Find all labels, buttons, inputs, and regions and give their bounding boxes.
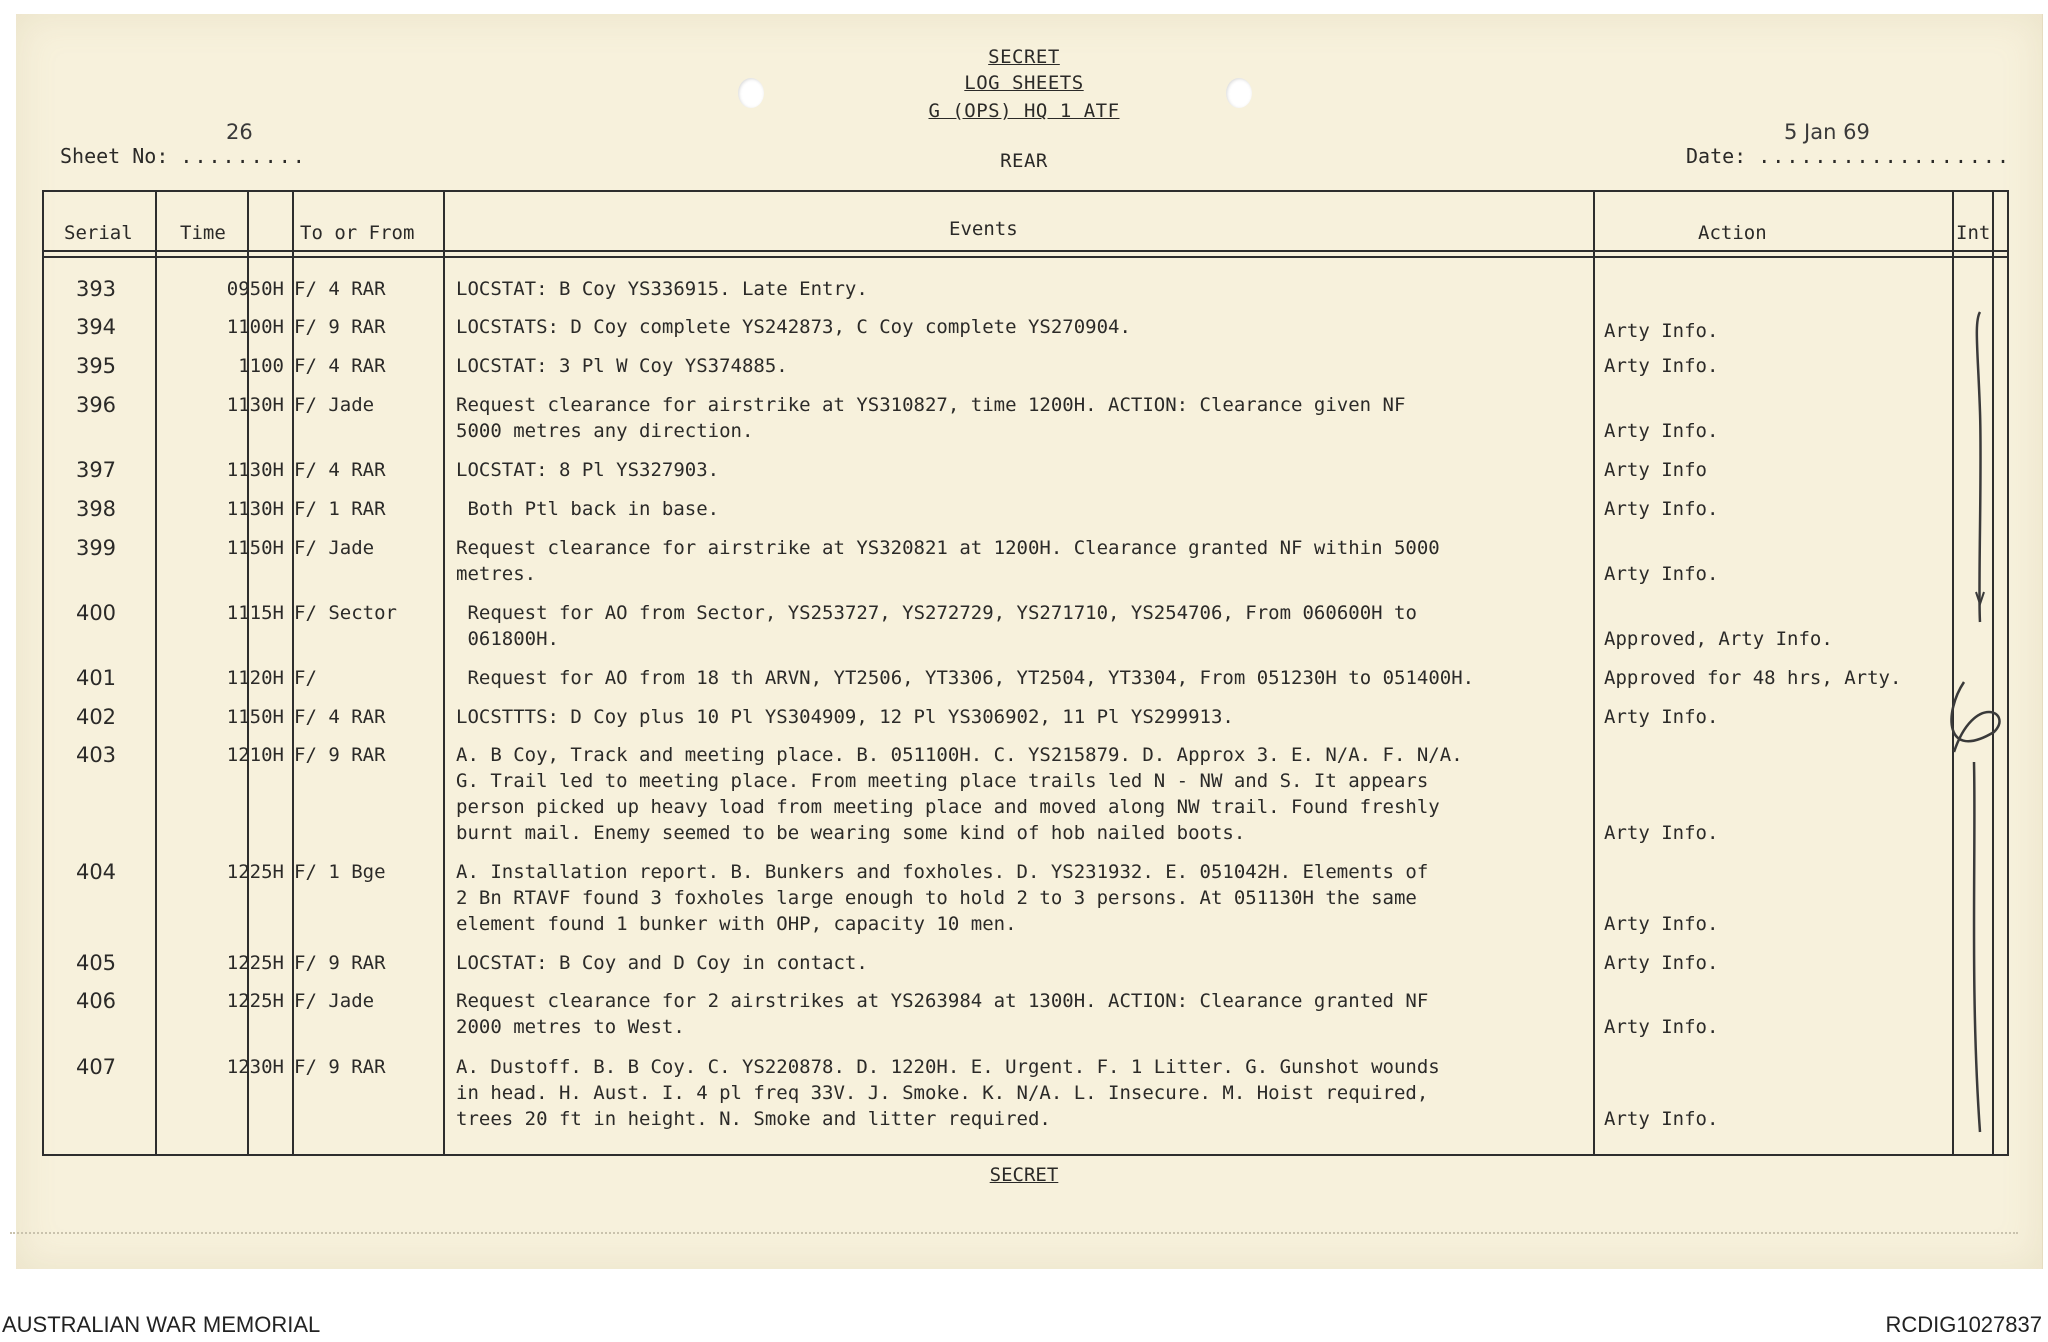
log-table [42, 190, 2009, 1156]
row-events: LOCSTATS: D Coy complete YS242873, C Coy complete YS270904. [456, 316, 1131, 338]
row-events: Request for AO from Sector, YS253727, YS272729, YS271710, YS254706, From 060600H to 061800H. [467, 602, 1417, 650]
row-events: A. Installation report. B. Bunkers and foxholes. D. YS231932. E. 051042H. Elements of 2 Bn RTAVF found 3 foxholes large enough to hold 2 to 3 persons. At 051130H the same element found 1 bunker with OHP, capacity 10 men. [456, 861, 1429, 935]
row-from: F/ 9 RAR [294, 952, 386, 974]
row-events: Both Ptl back in base. [456, 498, 720, 520]
row-serial: 401 [75, 666, 117, 690]
row-events: Request clearance for 2 airstrikes at YS263984 at 1300H. ACTION: Clearance granted NF 2000 metres to West. [456, 990, 1429, 1038]
row-time: 1225H [226, 990, 284, 1012]
row-serial: 393 [75, 277, 117, 301]
col-from-header: To or From [300, 222, 415, 244]
row-time: 1225H [226, 952, 284, 974]
col-int-header: Int [1956, 222, 1991, 244]
row-from: F/ 1 Bge [294, 861, 386, 883]
row-time: 1150H [226, 537, 284, 559]
row-from: F/ 1 RAR [294, 498, 386, 520]
row-action: Arty Info. [1604, 498, 1719, 520]
row-serial: 399 [75, 536, 117, 560]
row-serial: 394 [75, 315, 117, 339]
row-events: Request clearance for airstrike at YS310827, time 1200H. ACTION: Clearance given NF 5000 metres any direction. [456, 394, 1406, 442]
row-serial: 403 [75, 743, 117, 767]
row-action: Arty Info. [1604, 913, 1719, 935]
header-location: REAR [1000, 150, 1048, 172]
row-events: Request clearance for airstrike at YS320821 at 1200H. Clearance granted NF within 5000 metres. [456, 537, 1440, 585]
header-rule-2 [44, 256, 2007, 258]
row-action: Arty Info. [1604, 1016, 1719, 1038]
date-field [1686, 144, 2011, 168]
date-dots: .................. [1758, 144, 2012, 168]
row-time: 1120H [226, 667, 284, 689]
date-value: 5 Jan 69 [1784, 120, 1870, 144]
row-from: F/ 4 RAR [294, 355, 386, 377]
row-events: A. B Coy, Track and meeting place. B. 051100H. C. YS215879. D. Approx 3. E. N/A. F. N/A. G. Trail led to meeting place. From meeting place trails led N - NW and S. It appears person picked up heavy load from meeting place and moved along NW trail. Found freshly burnt mail. Enemy seemed to be wearing some kind of hob nailed boots. [456, 744, 1463, 844]
row-from: F/ Jade [294, 990, 375, 1012]
row-from: F/ 9 RAR [294, 316, 386, 338]
date-label: Date: [1686, 144, 1747, 168]
row-from: F/ Sector [294, 602, 397, 624]
row-action: Arty Info. [1604, 952, 1719, 974]
row-action: Arty Info. [1604, 706, 1719, 728]
row-events: Request for AO from 18 th ARVN, YT2506, YT3306, YT2504, YT3304, From 051230H to 051400H. [456, 667, 1475, 689]
row-events: LOCSTAT: B Coy YS336915. Late Entry. [456, 278, 868, 300]
row-action: Arty Info. [1604, 420, 1719, 442]
row-time: 1100H [226, 316, 284, 338]
row-from: F/ Jade [294, 394, 375, 416]
row-serial: 406 [75, 989, 117, 1013]
row-serial: 397 [75, 458, 117, 482]
row-action: Arty Info. [1604, 563, 1719, 585]
perforation-line [10, 1232, 2018, 1234]
row-from: F/ 4 RAR [294, 278, 386, 300]
row-time: 1100 [238, 355, 284, 377]
row-events: A. Dustoff. B. B Coy. C. YS220878. D. 1220H. E. Urgent. F. 1 Litter. G. Gunshot wounds in head. H. Aust. I. 4 pl freq 33V. J. Smoke. K. N/A. L. Insecure. M. Hoist required, trees 20 ft in height. N. Smoke and litter required. [456, 1056, 1440, 1130]
row-time: 0950H [226, 278, 284, 300]
row-events: LOCSTTTS: D Coy plus 10 Pl YS304909, 12 Pl YS306902, 11 Pl YS299913. [456, 706, 1234, 728]
row-serial: 396 [75, 393, 117, 417]
row-from: F/ 4 RAR [294, 706, 386, 728]
row-events: LOCSTAT: 8 Pl YS327903. [456, 459, 720, 481]
row-from: F/ Jade [294, 537, 375, 559]
col-time-header: Time [180, 222, 226, 244]
row-time: 1210H [226, 744, 284, 766]
col-events-header: Events [949, 218, 1018, 240]
archive-id: RCDIG1027837 [1885, 1312, 2042, 1337]
row-time: 1130H [226, 394, 284, 416]
row-time: 1115H [226, 602, 284, 624]
divider-serial [155, 192, 157, 1154]
row-events: LOCSTAT: 3 Pl W Coy YS374885. [456, 355, 788, 377]
header-unit: G (OPS) HQ 1 ATF [928, 100, 1120, 122]
row-serial: 405 [75, 951, 117, 975]
header-title: LOG SHEETS [964, 72, 1084, 94]
header-rule-1 [44, 250, 2007, 252]
row-from: F/ 9 RAR [294, 1056, 386, 1078]
row-action: Arty Info. [1604, 822, 1719, 844]
archive-name: AUSTRALIAN WAR MEMORIAL [2, 1312, 321, 1337]
row-action: Approved for 48 hrs, Arty. [1604, 667, 1902, 689]
row-serial: 400 [75, 601, 117, 625]
row-time: 1150H [226, 706, 284, 728]
row-time: 1130H [226, 498, 284, 520]
row-action: Arty Info. [1604, 355, 1719, 377]
row-serial: 404 [75, 860, 117, 884]
row-time: 1130H [226, 459, 284, 481]
col-serial-header: Serial [64, 222, 133, 244]
archive-caption-bar [0, 1306, 2048, 1342]
row-from: F/ 4 RAR [294, 459, 386, 481]
row-action: Approved, Arty Info. [1604, 628, 1833, 650]
header-classification: SECRET [988, 46, 1060, 68]
row-serial: 395 [75, 354, 117, 378]
sheet-number-label: Sheet No: [60, 144, 169, 168]
row-serial: 398 [75, 497, 117, 521]
footer-classification: SECRET [989, 1164, 1059, 1186]
row-serial: 407 [75, 1055, 117, 1079]
row-time: 1225H [226, 861, 284, 883]
row-action: Arty Info [1604, 459, 1707, 481]
row-action: Arty Info. [1604, 1108, 1719, 1130]
row-from: F/ 9 RAR [294, 744, 386, 766]
col-action-header: Action [1698, 222, 1767, 244]
row-events: LOCSTAT: B Coy and D Coy in contact. [456, 952, 868, 974]
row-action: Arty Info. [1604, 320, 1719, 342]
row-time: 1230H [226, 1056, 284, 1078]
row-serial: 402 [75, 705, 117, 729]
sheet-number-field [60, 144, 307, 168]
sheet-number-dots: ......... [180, 144, 307, 168]
sheet-number-value: 26 [226, 120, 253, 144]
row-from: F/ [294, 667, 317, 689]
